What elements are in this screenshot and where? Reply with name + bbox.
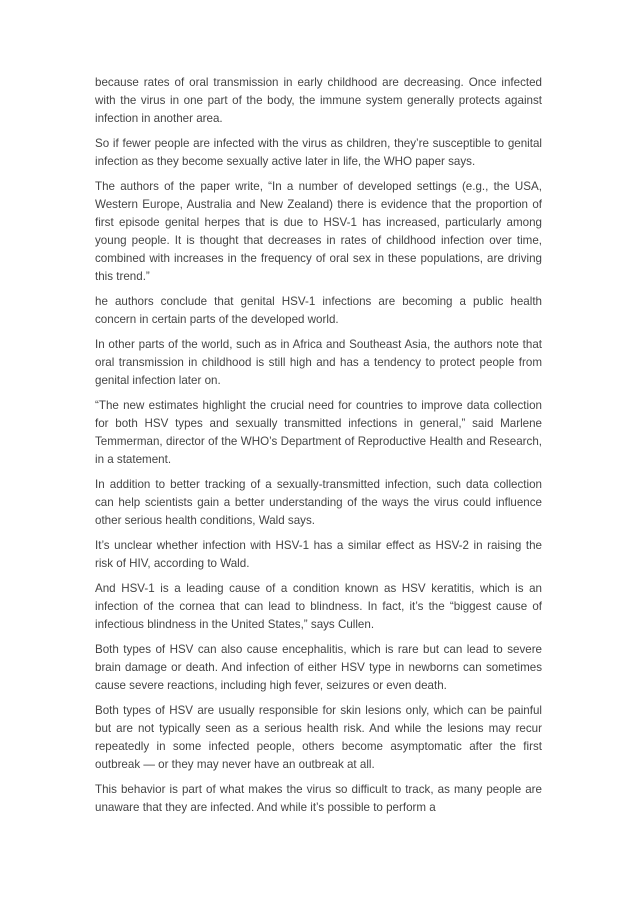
paragraph-skin-lesions: Both types of HSV are usually responsible for skin lesions only, which can be painful but are not typically seen as a serious health risk. And while the lesions may recur repeatedly in some infected people, others become asymptomatic after the first outbreak — or they may never have an outbreak at all.: [95, 704, 542, 771]
paragraph-keratitis: And HSV-1 is a leading cause of a condition known as HSV keratitis, which is an infection of the cornea that can lead to blindness. In fact, it’s the “biggest cause of infectious blindness in the United States,” says Cullen.: [95, 582, 542, 631]
paragraph-other-regions: In other parts of the world, such as in Africa and Southeast Asia, the authors note that oral transmission in childhood is still high and has a tendency to protect people from genital infection later on.: [95, 338, 542, 387]
paragraph-authors-quote: The authors of the paper write, “In a number of developed settings (e.g., the USA, Western Europe, Australia and New Zealand) there is evidence that the proportion of first episode genital herpes that is due to HSV-1 has increased, particularly among young people. It is thought that decreases in rates of childhood infection over time, combined with increases in the frequency of oral sex in these populations, are driving this trend.”: [95, 180, 542, 283]
paragraph-temmerman-quote: “The new estimates highlight the crucial need for countries to improve data collection for both HSV types and sexually transmitted infections in general,” said Marlene Temmerman, director of the WHO’s Department of Reproductive Health and Research, in a statement.: [95, 399, 542, 466]
paragraph-oral-transmission: because rates of oral transmission in early childhood are decreasing. Once infected with the virus in one part of the body, the immune system generally protects against infection in another area.: [95, 76, 542, 125]
paragraph-authors-conclude: he authors conclude that genital HSV-1 infections are becoming a public health concern in certain parts of the developed world.: [95, 295, 542, 326]
paragraph-tracking-difficulty: This behavior is part of what makes the virus so difficult to track, as many people are unaware that they are infected. And while it’s possible to perform a: [95, 783, 542, 814]
paragraph-hiv-risk: It’s unclear whether infection with HSV-1 has a similar effect as HSV-2 in raising the risk of HIV, according to Wald.: [95, 539, 542, 570]
paragraph-encephalitis: Both types of HSV can also cause encephalitis, which is rare but can lead to severe brain damage or death. And infection of either HSV type in newborns can sometimes cause severe reactions, including high fever, seizures or even death.: [95, 643, 542, 692]
document-body: [95, 74, 542, 824]
paragraph-genital-infection: So if fewer people are infected with the virus as children, they’re susceptible to genital infection as they become sexually active later in life, the WHO paper says.: [95, 137, 542, 168]
paragraph-data-collection: In addition to better tracking of a sexually-transmitted infection, such data collection can help scientists gain a better understanding of the ways the virus could influence other serious health conditions, Wald says.: [95, 478, 542, 527]
